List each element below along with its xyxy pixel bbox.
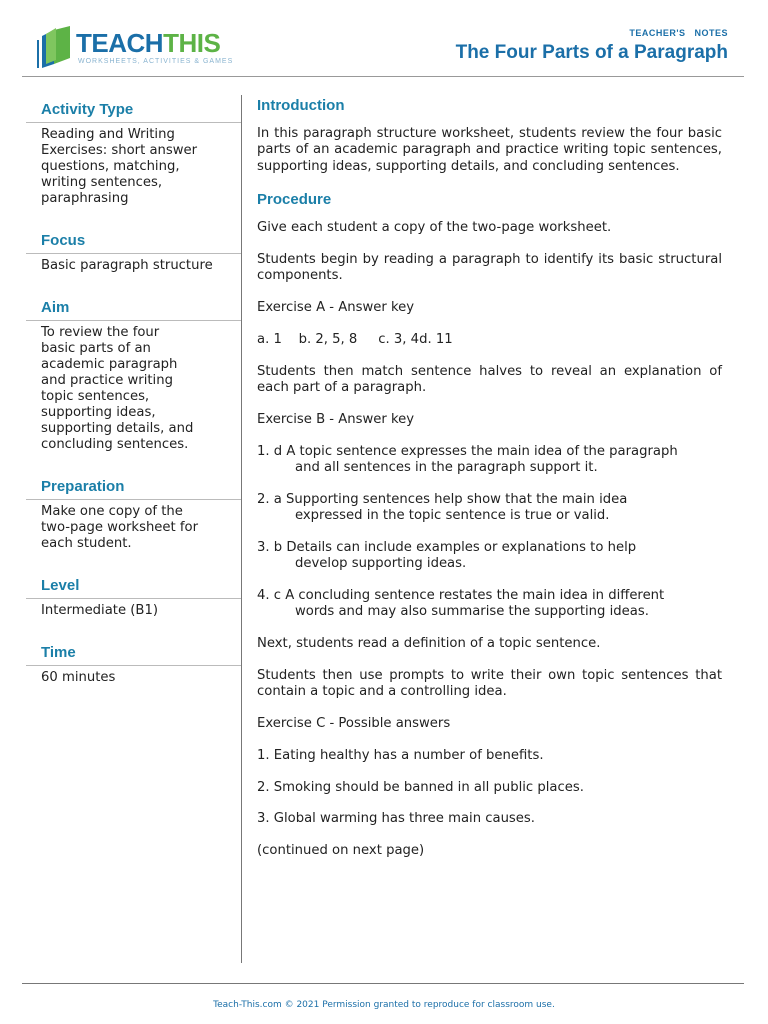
main-content (257, 96, 722, 875)
sidebar-line: questions, matching, (41, 159, 180, 174)
sidebar-rule (26, 253, 241, 254)
sidebar-heading: Aim (41, 299, 70, 316)
answer-item: 2. Smoking should be banned in all public places. (257, 779, 584, 795)
sidebar-heading: Level (41, 577, 80, 594)
sidebar-section (26, 100, 241, 207)
sidebar-line: supporting details, and (41, 421, 194, 436)
answer-item (257, 444, 722, 477)
procedure-step: Give each student a copy of the two-page worksheet. (257, 220, 612, 236)
logo-tagline: WORKSHEETS, ACTIVITIES & GAMES (78, 58, 234, 65)
logo-teach: TEACH (76, 28, 164, 58)
sidebar-body (26, 325, 241, 453)
sidebar-section (26, 643, 241, 686)
exercise-a-answers: a. 1 b. 2, 5, 8 c. 3, 4d. 11 (257, 332, 453, 348)
sidebar-body (26, 670, 241, 686)
answer-item: 3. Global warming has three main causes. (257, 811, 535, 827)
sidebar-line: 60 minutes (41, 670, 116, 685)
sidebar-section (26, 576, 241, 619)
sidebar-line: writing sentences, (41, 175, 163, 190)
teachers-notes-label: TEACHER'S NOTES (629, 28, 728, 38)
procedure-step: Next, students read a definition of a topic sentence. (257, 636, 601, 652)
exercise-b-label: Exercise B - Answer key (257, 411, 415, 427)
introduction-text: In this paragraph structure worksheet, students review the four basic parts of an academic paragraph and practice writing topic sentences, supporting ideas, supporting details, and concluding sentences. (257, 126, 722, 174)
introduction-heading: Introduction (257, 97, 345, 114)
answer-item: 1. Eating healthy has a number of benefits. (257, 747, 544, 763)
sidebar-line: Reading and Writing (41, 127, 175, 142)
answer-item (257, 540, 722, 573)
procedure-step: Students begin by reading a paragraph to identify its basic structural components. (257, 252, 722, 284)
column-divider (241, 95, 242, 963)
sidebar (26, 100, 241, 710)
answer-item (257, 588, 722, 621)
sidebar-line: topic sentences, (41, 389, 150, 404)
exercise-a-label: Exercise A - Answer key (257, 300, 415, 316)
sidebar-heading: Activity Type (41, 101, 134, 118)
logo-this: THIS (163, 28, 221, 58)
sidebar-line: supporting ideas, (41, 405, 156, 420)
sidebar-line: Make one copy of the (41, 504, 183, 519)
sidebar-rule (26, 598, 241, 599)
sidebar-heading: Time (41, 644, 76, 661)
document-title: The Four Parts of a Paragraph (455, 42, 728, 63)
sidebar-line: and practice writing (41, 373, 173, 388)
book-logo-icon (36, 24, 74, 68)
footer-divider (22, 983, 744, 984)
header-divider (22, 76, 744, 77)
sidebar-body (26, 258, 241, 274)
exercise-c-answers (257, 748, 722, 828)
sidebar-heading: Focus (41, 232, 86, 249)
sidebar-line: basic parts of an (41, 341, 151, 356)
procedure-step: Students then match sentence halves to reveal an explanation of each part of a paragraph. (257, 363, 722, 396)
sidebar-rule (26, 320, 241, 321)
answer-item (257, 492, 722, 525)
sidebar-section (26, 298, 241, 453)
sidebar-section (26, 231, 241, 274)
answer-first-line: 1. d A topic sentence expresses the main idea of the paragraph (257, 443, 678, 459)
answer-continuation: and all sentences in the paragraph support it. (295, 460, 598, 476)
sidebar-line: To review the four (41, 325, 160, 340)
answer-first-line: 2. a Supporting sentences help show that the main idea (257, 491, 628, 507)
sidebar-heading: Preparation (41, 478, 125, 495)
sidebar-body (26, 603, 241, 619)
sidebar-rule (26, 499, 241, 500)
sidebar-line: concluding sentences. (41, 437, 189, 452)
sidebar-line: each student. (41, 536, 132, 551)
sidebar-line: Exercises: short answer (41, 143, 198, 158)
answer-continuation: expressed in the topic sentence is true or valid. (295, 508, 610, 524)
sidebar-section (26, 477, 241, 552)
exercise-c-label: Exercise C - Possible answers (257, 716, 451, 732)
sidebar-rule (26, 665, 241, 666)
sidebar-line: Basic paragraph structure (41, 258, 213, 273)
answer-continuation: develop supporting ideas. (295, 556, 467, 572)
answer-first-line: 3. b Details can include examples or explanations to help (257, 539, 637, 555)
sidebar-line: academic paragraph (41, 357, 178, 372)
sidebar-body (26, 504, 241, 552)
procedure-heading: Procedure (257, 191, 332, 209)
footer-text: Teach-This.com © 2021 Permission granted to reproduce for classroom use. (213, 1000, 555, 1010)
sidebar-body (26, 127, 241, 207)
answer-first-line: 4. c A concluding sentence restates the main idea in different (257, 588, 665, 604)
sidebar-line: paraphrasing (41, 191, 129, 206)
answer-continuation: words and may also summarise the supporting ideas. (295, 604, 649, 620)
sidebar-line: two-page worksheet for (41, 520, 199, 535)
exercise-b-answers (257, 444, 722, 621)
teach-this-logo (36, 24, 236, 70)
procedure-step: Students then use prompts to write their own topic sentences that contain a topic and a controlling idea. (257, 667, 722, 700)
sidebar-line: Intermediate (B1) (41, 603, 159, 618)
continued-note: (continued on next page) (257, 843, 425, 859)
sidebar-rule (26, 122, 241, 123)
logo-wordmark (76, 28, 220, 58)
